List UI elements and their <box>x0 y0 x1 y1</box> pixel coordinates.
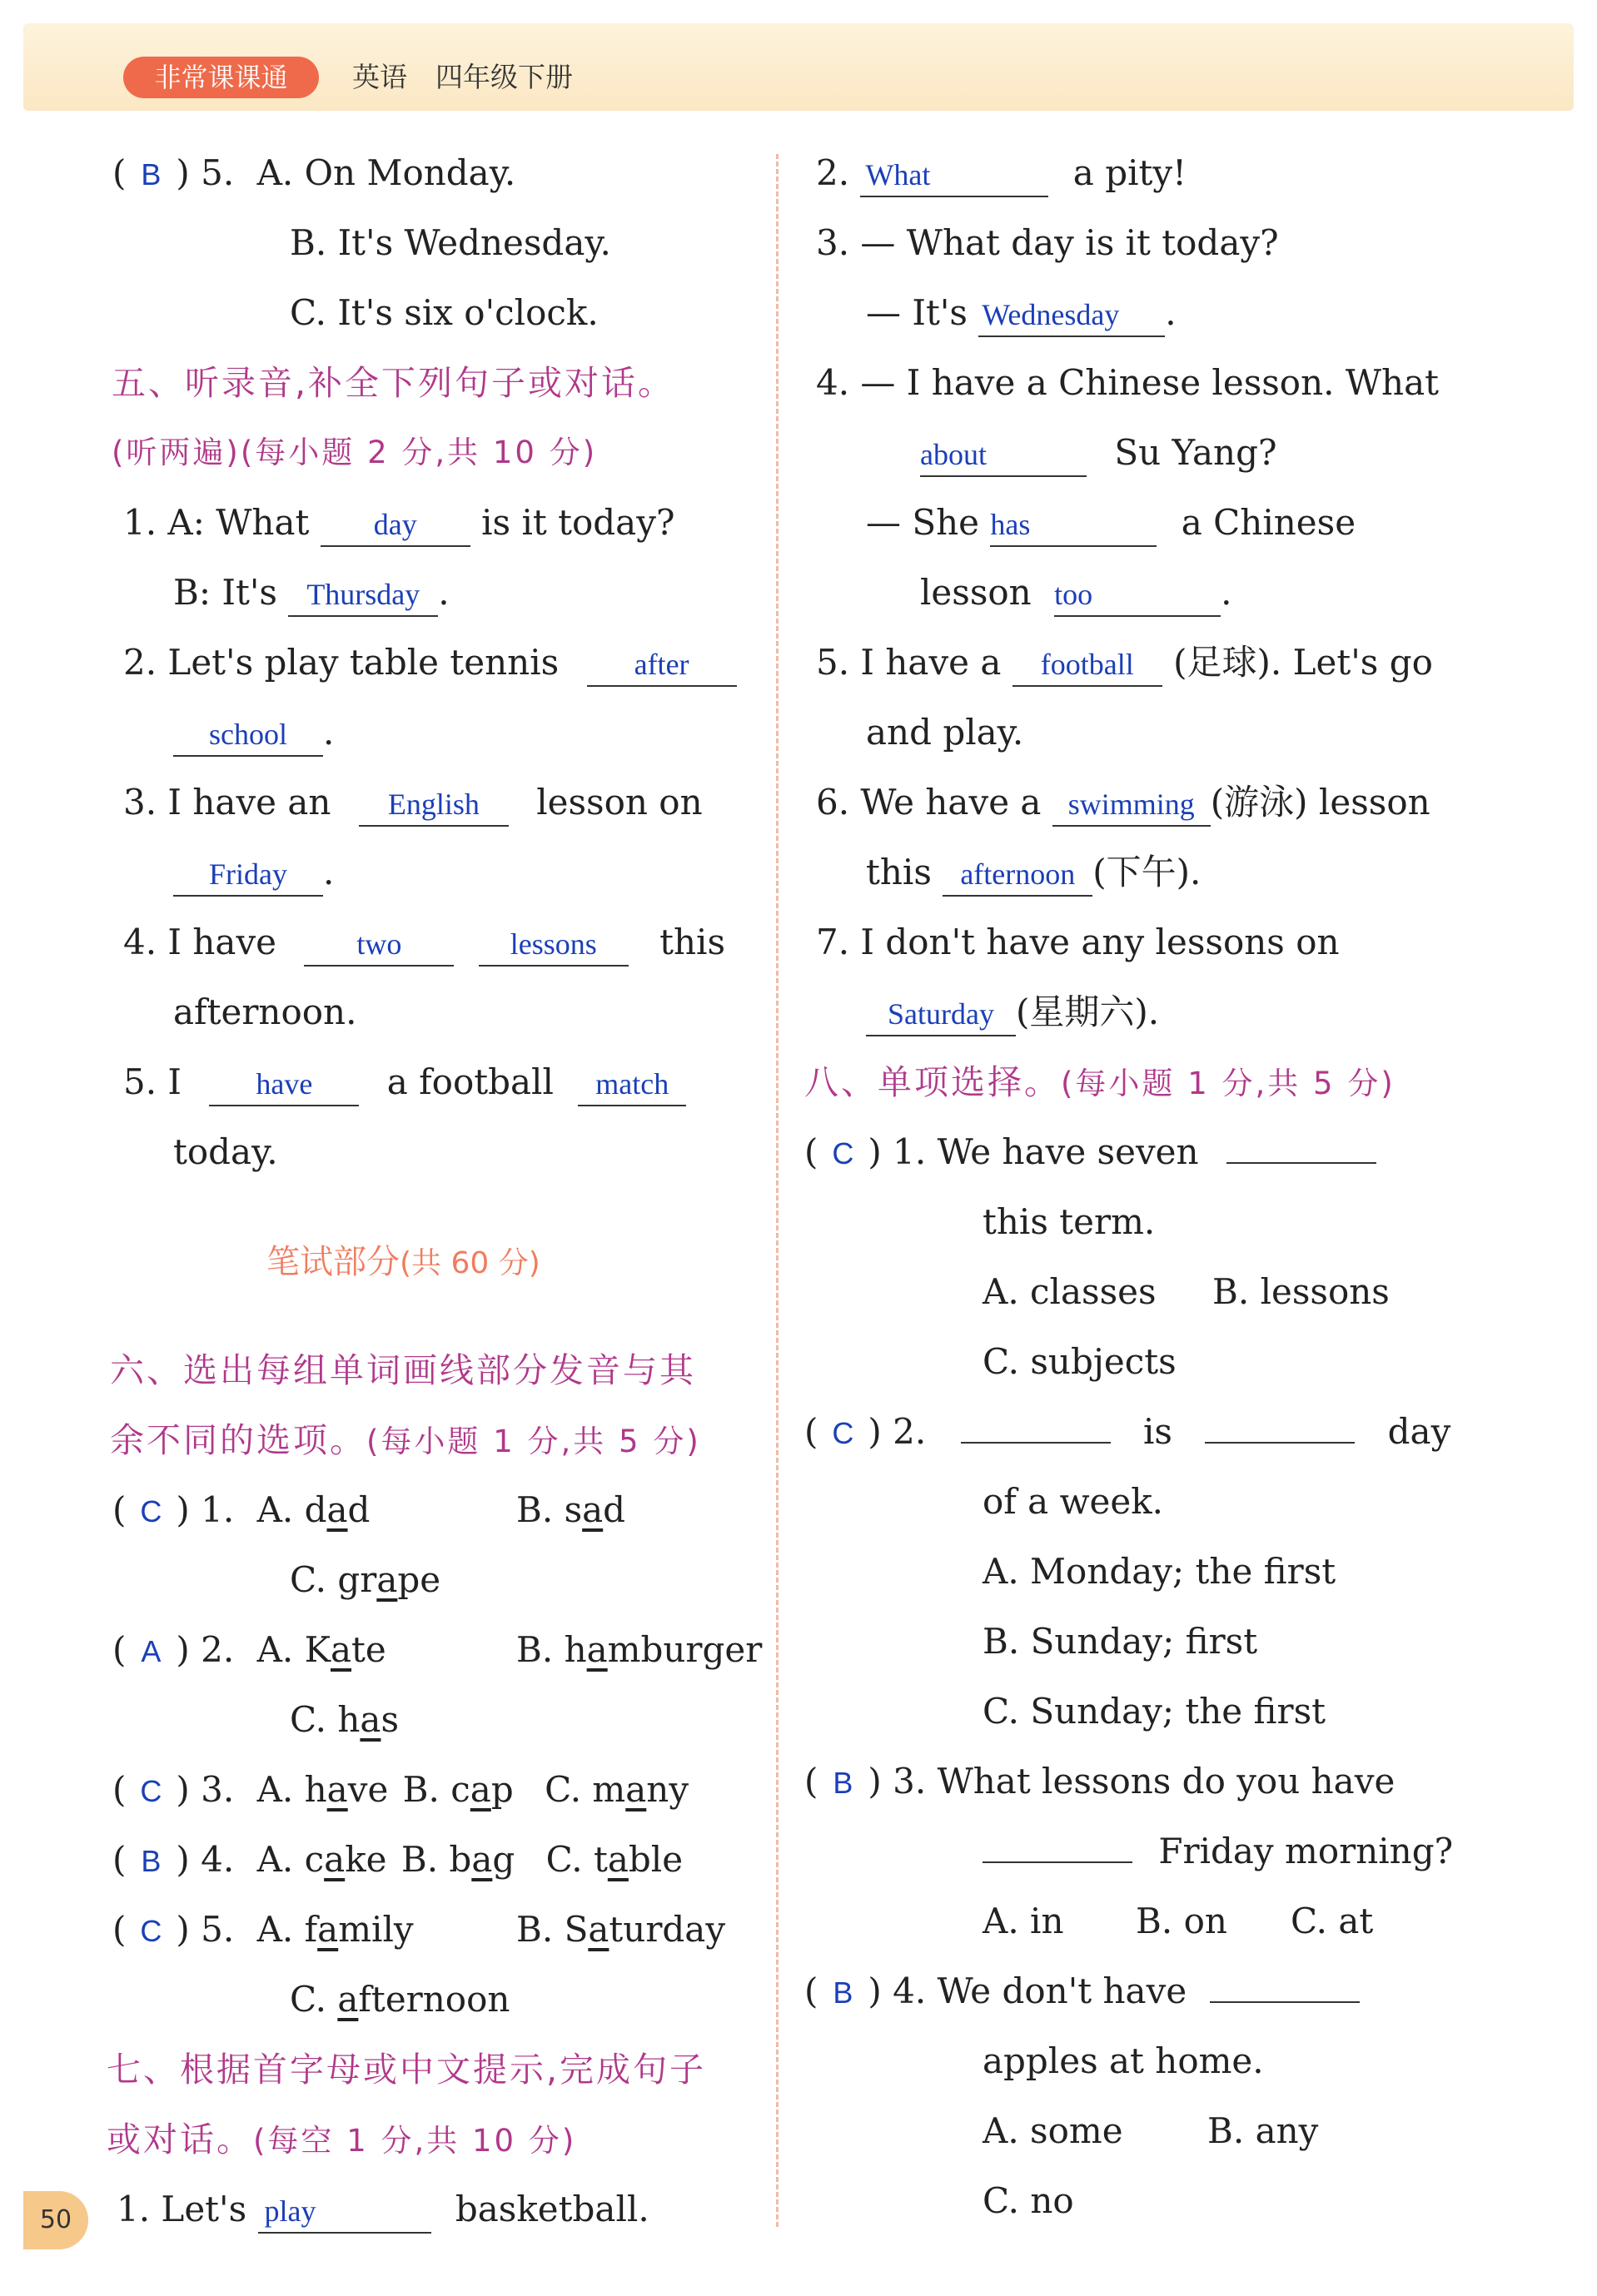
s7-q7-line1: 7. I don't have any lessons on <box>816 922 1340 962</box>
answer-mark: B <box>141 157 162 191</box>
option-c: C. It's six o'clock. <box>290 292 599 333</box>
s5-q4-line2: afternoon. <box>173 991 357 1032</box>
written-part-heading: 笔试部分(共 60 分) <box>266 1243 540 1281</box>
s6-q4: ( B ) 4. A. cake B. bag C. table <box>112 1825 683 1895</box>
answer-mark: B <box>833 1975 853 2010</box>
s6-q5-option-c: C. afternoon <box>290 1979 510 2020</box>
answer-mark: C <box>140 1914 162 1948</box>
s8-q1-option-b: B. lessons <box>1212 1271 1390 1312</box>
s5-q3-line1: 3. I have an English lesson on <box>123 768 703 837</box>
answer-blank: Saturday <box>866 993 1016 1036</box>
s6-q1-option-c: C. grape <box>290 1559 441 1600</box>
answer-blank: Wednesday <box>978 294 1165 337</box>
s8-q3-stem: ( B ) 3. What lessons do you have <box>804 1747 1395 1816</box>
s8-q4-option-b: B. any <box>1207 2110 1319 2151</box>
s7-q4-line1: 4. — I have a Chinese lesson. What <box>816 362 1439 403</box>
answer-blank: too <box>1054 574 1221 617</box>
answer-mark: B <box>141 1844 162 1878</box>
answer-blank: school <box>173 713 323 757</box>
section-6-title-2: 余不同的选项。(每小题 1 分,共 5 分) <box>110 1420 701 1460</box>
page-header <box>23 23 1574 111</box>
section-5-title: 五、听录音,补全下列句子或对话。 <box>112 363 675 403</box>
subject-label: 英语 <box>352 61 407 93</box>
answer-mark: C <box>832 1416 854 1450</box>
answer-blank: swimming <box>1052 783 1211 827</box>
answer-mark: C <box>140 1494 162 1528</box>
s7-q4-line2: about Su Yang? <box>920 418 1277 488</box>
s5-q3-line2: Friday . <box>173 837 334 907</box>
s6-q5: ( C ) 5. A. family <box>112 1895 414 1965</box>
s7-q1: 1. Let's play basketball. <box>117 2174 649 2244</box>
s8-q4-option-a: A. some <box>983 2110 1123 2151</box>
s8-q3-option-b: B. on <box>1136 1901 1227 1941</box>
option-b: B. It's Wednesday. <box>290 222 611 263</box>
answer-blank: football <box>1012 644 1162 687</box>
section-7-title-2: 或对话。(每空 1 分,共 10 分) <box>107 2120 577 2159</box>
answer-blank: English <box>359 783 509 827</box>
s8-q4-option-c: C. no <box>983 2180 1074 2221</box>
s5-q4-line1: 4. I have two lessons this <box>123 907 725 977</box>
page-number: 50 <box>23 2191 88 2249</box>
blank-line <box>961 1442 1111 1444</box>
option-a: A. On Monday. <box>256 152 516 193</box>
s5-q2-line2: school . <box>173 698 334 768</box>
answer-blank: match <box>578 1063 686 1106</box>
s6-q1: ( C ) 1. A. dad <box>112 1475 370 1545</box>
s6-q2: ( A ) 2. A. Kate <box>112 1615 386 1685</box>
answer-mark: C <box>140 1774 162 1808</box>
answer-blank: Friday <box>173 853 323 897</box>
answer-blank: has <box>990 504 1157 547</box>
s8-q2-option-a: A. Monday; the first <box>983 1551 1336 1592</box>
q4-5-stem: ( B ) 5. A. On Monday. <box>112 138 515 208</box>
answer-blank: about <box>920 434 1087 477</box>
s8-q3-option-a: A. in <box>983 1901 1064 1941</box>
s5-q1-line2: B: It's Thursday . <box>173 558 450 628</box>
s7-q7-line2: Saturday (星期六). <box>866 977 1159 1047</box>
s8-q2-line2: of a week. <box>983 1481 1164 1522</box>
grade-label: 四年级下册 <box>435 61 573 93</box>
s8-q1-stem: ( C ) 1. We have seven <box>804 1117 1376 1187</box>
s5-q5-line2: today. <box>173 1131 278 1172</box>
s8-q2-option-b: B. Sunday; first <box>983 1621 1258 1662</box>
s8-q3-line2: Friday morning? <box>983 1816 1453 1886</box>
column-divider <box>776 154 779 2227</box>
s7-q6-line1: 6. We have a swimming (游泳) lesson <box>816 768 1430 837</box>
s7-q5-line1: 5. I have a football (足球). Let's go <box>816 628 1433 698</box>
s8-q1-option-a: A. classes <box>983 1271 1157 1312</box>
answer-blank: have <box>209 1063 359 1106</box>
s7-q3-line1: 3. — What day is it today? <box>816 222 1279 263</box>
brand-badge: 非常课课通 <box>123 57 319 98</box>
blank-line <box>983 1861 1132 1863</box>
s8-q2-stem: ( C ) 2. is day <box>804 1397 1450 1467</box>
answer-blank: afternoon <box>943 853 1092 897</box>
answer-blank: play <box>258 2190 431 2234</box>
s5-q5-line1: 5. I have a football match <box>123 1047 686 1117</box>
answer-mark: C <box>832 1136 854 1170</box>
s6-q2-option-b: B. hamburger <box>516 1629 763 1670</box>
answer-blank: lessons <box>479 923 629 967</box>
blank-line <box>1210 2001 1360 2003</box>
answer-blank: What <box>860 154 1048 197</box>
section-7-title: 七、根据首字母或中文提示,完成句子 <box>107 2050 707 2090</box>
s6-q3: ( C ) 3. A. have B. cap C. many <box>112 1755 689 1825</box>
blank-line <box>1226 1162 1376 1164</box>
s8-q1-option-c: C. subjects <box>983 1341 1177 1382</box>
answer-blank: after <box>587 644 737 687</box>
s7-q6-line2: this afternoon (下午). <box>866 837 1201 907</box>
s7-q3-line2: — It's Wednesday . <box>866 278 1177 348</box>
answer-blank: day <box>321 504 470 547</box>
s7-q4-line3: — She has a Chinese <box>866 488 1356 558</box>
s5-q2-line1: 2. Let's play table tennis after <box>123 628 737 698</box>
s5-q1-line1: 1. A: What day is it today? <box>123 488 674 558</box>
blank-line <box>1205 1442 1355 1444</box>
answer-blank: two <box>304 923 454 967</box>
s8-q4-stem: ( B ) 4. We don't have <box>804 1956 1360 2026</box>
s7-q2: 2. What a pity! <box>816 138 1187 208</box>
s8-q3-option-c: C. at <box>1291 1901 1374 1941</box>
s8-q2-option-c: C. Sunday; the first <box>983 1691 1326 1732</box>
s6-q5-option-b: B. Saturday <box>516 1909 726 1950</box>
s6-q1-option-b: B. sad <box>516 1489 626 1530</box>
section-8-title: 八、单项选择。(每小题 1 分,共 5 分) <box>804 1062 1396 1102</box>
section-5-subtitle: (听两遍)(每小题 2 分,共 10 分) <box>112 435 598 470</box>
s8-q4-line2: apples at home. <box>983 2040 1264 2081</box>
answer-mark: A <box>141 1634 162 1668</box>
s8-q1-line2: this term. <box>983 1201 1156 1242</box>
s7-q5-line2: and play. <box>866 712 1024 753</box>
section-6-title: 六、选出每组单词画线部分发音与其 <box>110 1350 696 1390</box>
answer-mark: B <box>833 1766 853 1800</box>
s7-q4-line4: lesson too . <box>920 558 1231 628</box>
answer-blank: Thursday <box>288 574 438 617</box>
s6-q2-option-c: C. has <box>290 1699 399 1740</box>
